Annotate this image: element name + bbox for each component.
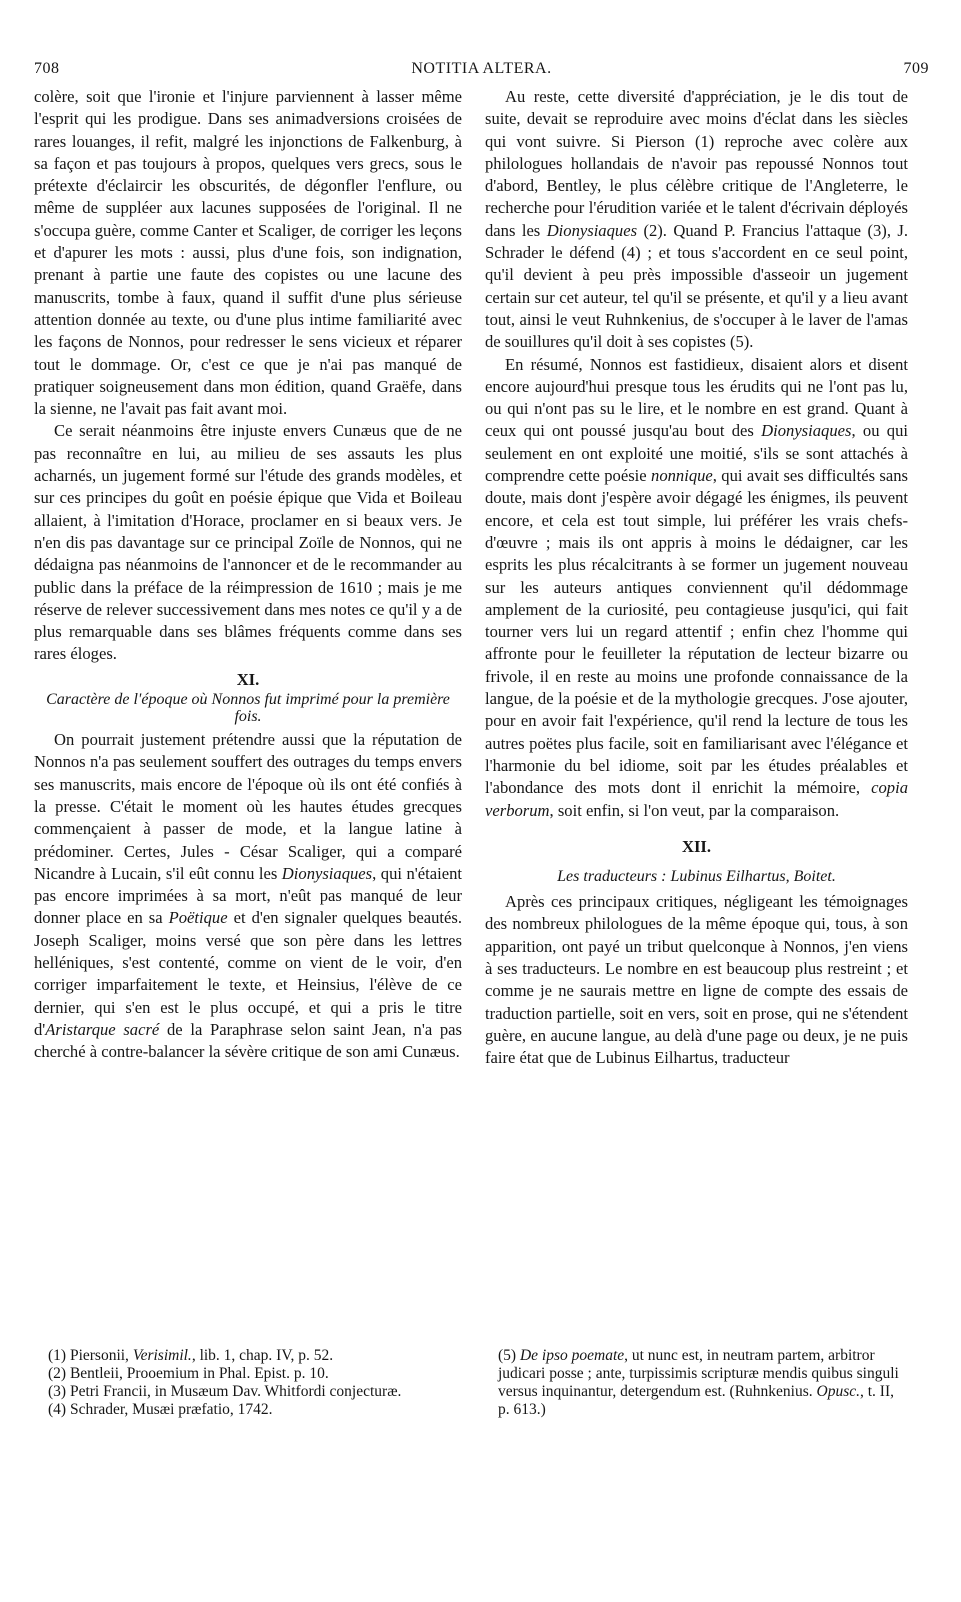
section-title: Caractère de l'époque où Nonnos fut imprimé pour la première fois. [46,691,450,726]
page-number-left: 708 [34,60,60,77]
page-number-right: 709 [903,60,929,77]
paragraph: colère, soit que l'ironie et l'injure parviennent à lasser même l'esprit qui les prodigue. Dans ses animadversions croisées de rares louanges, il refit, malgré les injonctions de Falkenburg, à sa façon et pas toujours à propos, quelques vers grecs, sous le prétexte d'éclaircir les obscurités, de dégonfler l'enflure, ou même de suppléer aux lacunes supposées de l'original. Il ne s'occupa guère, comme Canter et Scaliger, de corriger les leçons et d'apurer les mots : aussi, plus d'une fois, son indignation, prenant à partie une faute des copistes ou une lacune des manuscrits, tombe à faux, quand il suffit d'une plus sérieuse attention donnée au texte, ou d'une plus intime familiarité avec les façons de Nonnos, pour redresser le sens vicieux et réparer tout le dommage. Or, c'est ce que je n'ai pas manqué de pratiquer soigneusement dans mon édition, quand Graëfe, dans la sienne, ne l'avait pas fait avant moi. [34,87,462,419]
section-title: Les traducteurs : Lubinus Eilhartus, Boitet. [557,868,836,886]
footnote: (4) Schrader, Musæi præfatio, 1742. [48,1401,273,1418]
paragraph: En résumé, Nonnos est fastidieux, disaient alors et disent encore aujourd'hui presque tous les érudits qui ne l'ont pas lu, ou qui n'ont pas su le lire, et le nombre en est grand. Quant à ceux qui ont poussé jusqu'au bout des Dionysiaques, ou qui seulement en ont exploité une moitié, s'ils se sont attachés à comprendre cette poésie nonnique, qui avait ses difficultés sans doute, mais dont j'espère avoir dégagé les énigmes, ils peuvent encore, et cela est tout simple, lui préférer les vrais chefs-d'œuvre ; mais ils ont appris à moins le dédaigner, car les esprits les plus récalcitrants à se former un jugement nouveau sur les auteurs antiques conviennent qu'il dédommage amplement de la curiosité, peu contagieuse jusqu'ici, qui fait tourner vers lui un regard attentif ; enfin chez l'homme qui affronte pour le feuilleter la réputation de lecteur bizarre ou frivole, il en reste au moins une profonde connaissance de la langue, de la poésie et de la mythologie grecques. J'ose ajouter, pour en avoir fait l'expérience, qu'il rend la lecture de tous les autres poëtes plus facile, soit en familiarisant avec l'élégance et l'harmonie du bel idiome, soit par les études préalables et l'abondance des mots dont il enrichit la mémoire, copia verborum, soit enfin, si l'on veut, par la comparaison. [485,354,908,820]
footnote: (1) Piersonii, Verisimil., lib. 1, chap. IV, p. 52. [48,1347,334,1364]
section-number: XI. [236,669,260,689]
paragraph: On pourrait justement prétendre aussi que la réputation de Nonnos n'a pas seulement souffert des outrages du temps envers ses manuscrits, mais encore de l'époque où ils ont été confiés à la presse. C'était le moment où les hautes études grecques commençaient à passer de mode, et la langue latine à prédominer. Certes, Jules - César Scaliger, qui a comparé Nicandre à Lucain, s'il eût connu les Dionysiaques, qui n'étaient pas encore imprimées à sa mort, n'eût pas manqué de leur donner place en sa Poëtique et d'en signaler quelques beautés. Joseph Scaliger, moins versé que son père dans les lettres helléniques, s'est contenté, comme on vient de le voir, d'en corriger imparfaitement le texte, et Heinsius, l'élève de ce dernier, qui s'en est le plus occupé, et qui a pris le titre d'Aristarque sacré de la Paraphrase selon saint Jean, n'a pas cherché à contre-balancer la sévère critique de son ami Cunæus. [34,730,462,1062]
running-header [34,60,929,82]
paragraph: Ce serait néanmoins être injuste envers Cunæus que de ne pas reconnaître en lui, au milieu de ses assauts les plus acharnés, un jugement formé sur l'étude des grands modèles, et sur ces principes du goût en poésie épique que Vida et Boileau allaient, à l'imitation d'Horace, proclamer en si beaux vers. Je n'en dis pas davantage sur ce principal Zoïle de Nonnos, qui ne dédaigna pas néanmoins de l'annoncer et de le recommander au public dans la préface de la réimpression de 1610 ; mais je me réserve de relever successivement dans mes notes ce qu'il y a de plus remarquable dans ses blâmes fréquents comme dans ses rares éloges. [34,421,462,664]
right-column [485,86,908,1069]
paragraph: Au reste, cette diversité d'appréciation, je le dis tout de suite, devait se reproduire avec moins d'éclat dans les siècles qui vont suivre. Si Pierson (1) reproche avec colère aux philologues hollandais de n'avoir pas repoussé Nonnos tout d'abord, Bentley, le plus célèbre critique de l'Angleterre, le recherche pour l'érudition variée et le talent d'écrivain déployés dans les Dionysiaques (2). Quand P. Francius l'attaque (3), J. Schrader le défend (4) ; et tous s'accordent en ce seul point, qu'il devient à peu près impossible d'asseoir un jugement certain sur cet auteur, tel qu'il se présente, et qu'il y a lieu avant tout, ainsi le veut Ruhnkenius, de s'occuper à le laver de l'amas de souillures qu'il doit à ses copistes (5). [485,87,908,352]
footnote: (5) De ipso poemate, ut nunc est, in neutram partem, arbitror judicari posse ; ante, turpissimis scripturæ mendis quibus singuli versus inquinantur, detergendum est. (Ruhnkenius. Opusc., t. II, p. 613.) [498,1347,899,1418]
section-number: XII. [681,836,712,856]
footnotes-left [48,1347,460,1419]
footnote: (3) Petri Francii, in Musæum Dav. Whitfordi conjecturæ. [48,1383,402,1400]
footnote-right [498,1347,908,1419]
left-column [34,86,462,1063]
footnote: (2) Bentleii, Prooemium in Phal. Epist. p. 10. [48,1365,329,1382]
paragraph: Après ces principaux critiques, négligeant les témoignages des nombreux philologues de la même époque qui, tous, à son apparition, ont payé un tribut quelconque à Nonnos, j'en viens à ses traducteurs. Le nombre en est beaucoup plus restreint ; et comme je ne saurais mettre en ligne de compte des essais de traduction partielle, soit en vers, soit en prose, qui ne s'étendent guère, en aucune langue, au delà d'une page ou deux, je ne puis faire état que de Lubinus Eilhartus, traducteur [485,892,908,1068]
running-title: NOTITIA ALTERA. [411,60,552,77]
